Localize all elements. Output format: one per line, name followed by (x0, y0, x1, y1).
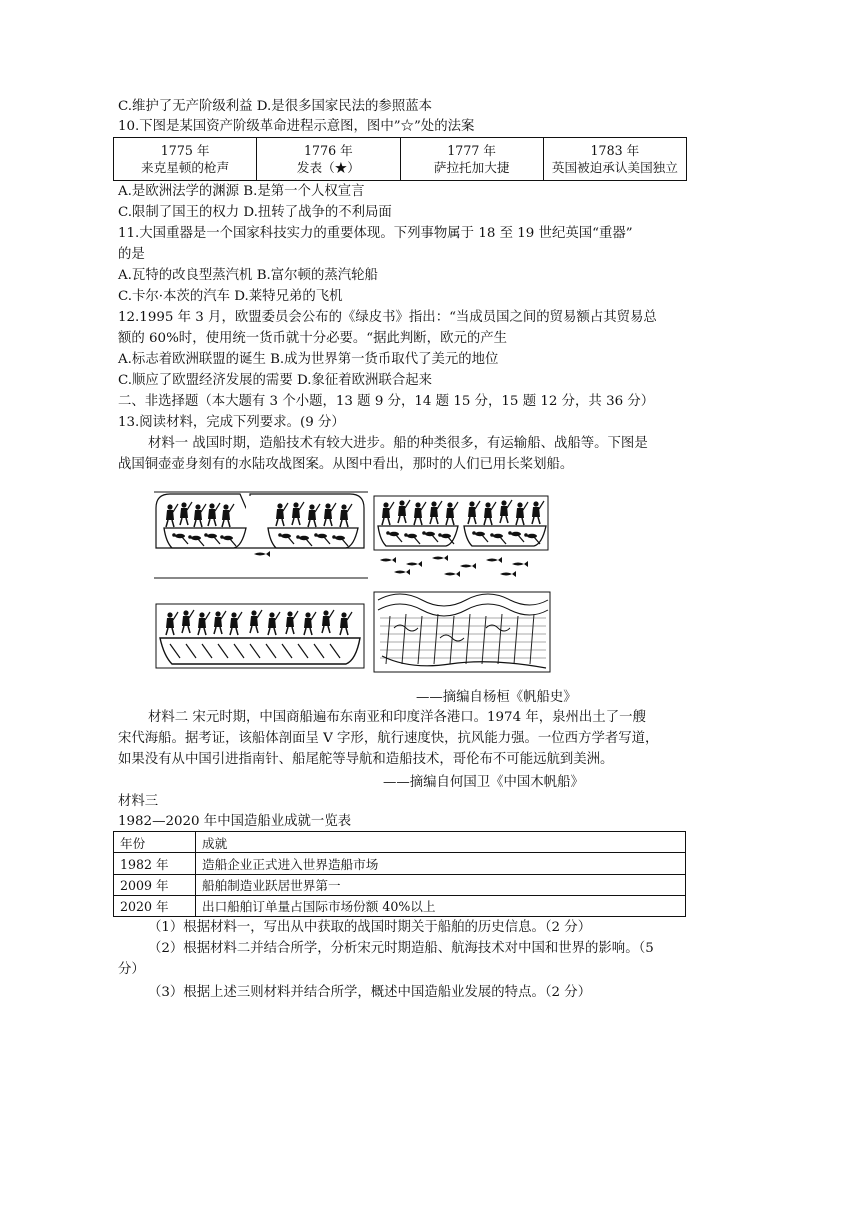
timeline-cell: 1775 年 来克星顿的枪声 (114, 138, 257, 181)
engraving-panel-top-left (154, 492, 368, 578)
table-row (114, 874, 686, 895)
q12-options-cd: C.顺应了欧盟经济发展的需要 D.象征着欧洲联合起来 (118, 373, 432, 388)
q13-sub2-line2: 分） (118, 962, 145, 977)
material1-line1: 材料一 战国时期，造船技术有较大进步。船的种类很多，有运输船、战船等。下图是 (148, 436, 648, 451)
table-cell: 1982 年 (114, 853, 196, 874)
section2-heading: 二、非选择题（本大题有 3 个小题，13 题 9 分，14 题 15 分，15 题 12 分，共 36 分） (118, 394, 655, 409)
q12-options-ab: A.标志着欧洲联盟的诞生 B.成为世界第一货币取代了美元的地位 (118, 352, 499, 367)
material2-line3: 如果没有从中国引进指南针、船尾舵等导航和造船技术，哥伦布不可能远航到美洲。 (118, 752, 614, 767)
q11-options-ab: A.瓦特的改良型蒸汽机 B.富尔顿的蒸汽轮船 (118, 268, 378, 283)
q13-sub3: （3）根据上述三则材料并结合所学，概述中国造船业发展的特点。（2 分） (148, 985, 592, 1000)
table-header-cell: 成就 (196, 832, 686, 853)
timeline-cell: 1776 年 发表（★） (257, 138, 400, 181)
bronze-pot-engraving-figure (150, 488, 555, 683)
shipbuilding-achievements-table (113, 831, 686, 917)
q10-stem: 10.下图是某国资产阶级革命进程示意图，图中”☆”处的法案 (118, 119, 475, 134)
q11-stem-line1: 11.大国重器是一个国家科技实力的重要体现。下列事物属于 18 至 19 世纪英国“重器” (118, 226, 633, 241)
table-cell: 2009 年 (114, 874, 196, 895)
table-cell: 船舶制造业跃居世界第一 (196, 874, 686, 895)
table-cell: 造船企业正式进入世界造船市场 (196, 853, 686, 874)
q10-options-cd: C.限制了国王的权力 D.扭转了战争的不利局面 (118, 205, 392, 220)
table-cell: 出口船舶订单量占国际市场份额 40%以上 (196, 895, 686, 916)
material1-line2: 战国铜壶壶身刻有的水陆攻战图案。从图中看出，那时的人们已用长桨划船。 (118, 457, 574, 472)
engraving-panel-top-right (374, 496, 548, 577)
q13-sub1: （1）根据材料一，写出从中获取的战国时期关于船舶的历史信息。（2 分） (148, 920, 592, 935)
q13-sub2-line1: （2）根据材料二并结合所学，分析宋元时期造船、航海技术对中国和世界的影响。（5 (148, 941, 654, 956)
q12-stem-line1: 12.1995 年 3 月，欧盟委员会公布的《绿皮书》指出：“当成员国之间的贸易额占其贸易总 (118, 310, 657, 325)
timeline-cell: 1783 年 英国被迫承认美国独立 (543, 138, 686, 181)
table-header-cell: 年份 (114, 832, 196, 853)
material2-line1: 材料二 宋元时期，中国商船遍布东南亚和印度洋各港口。1974 年，泉州出土了一艘 (148, 710, 646, 725)
material3-title: 1982—2020 年中国造船业成就一览表 (118, 814, 352, 829)
material1-source: ——摘编自杨桓《帆船史》 (416, 690, 577, 705)
material3-label: 材料三 (118, 794, 159, 809)
q11-stem-line2: 的是 (118, 247, 145, 262)
table-row (114, 895, 686, 916)
table-header-row (114, 832, 686, 853)
q9-options-cd: C.维护了无产阶级利益 D.是很多国家民法的参照蓝本 (118, 99, 432, 114)
timeline-cell: 1777 年 萨拉托加大捷 (400, 138, 543, 181)
material2-source: ——摘编自何国卫《中国木帆船》 (383, 775, 584, 790)
engraving-svg (150, 488, 555, 683)
q12-stem-line2: 额的 60%时，使用统一货币就十分必要。“据此判断，欧元的产生 (118, 331, 508, 346)
engraving-panel-bottom-left (156, 604, 364, 668)
engraving-panel-bottom-right (374, 592, 550, 672)
table-row (114, 853, 686, 874)
table-cell: 2020 年 (114, 895, 196, 916)
q13-stem: 13.阅读材料，完成下列要求。(9 分） (118, 415, 345, 430)
q10-options-ab: A.是欧洲法学的渊源 B.是第一个人权宣言 (118, 184, 365, 199)
q10-timeline-table (113, 137, 687, 181)
q11-options-cd: C.卡尔·本茨的汽车 D.莱特兄弟的飞机 (118, 289, 343, 304)
material2-line2: 宋代海船。据考证，该船体剖面呈 V 字形，航行速度快，抗风能力强。一位西方学者写道， (118, 731, 659, 746)
